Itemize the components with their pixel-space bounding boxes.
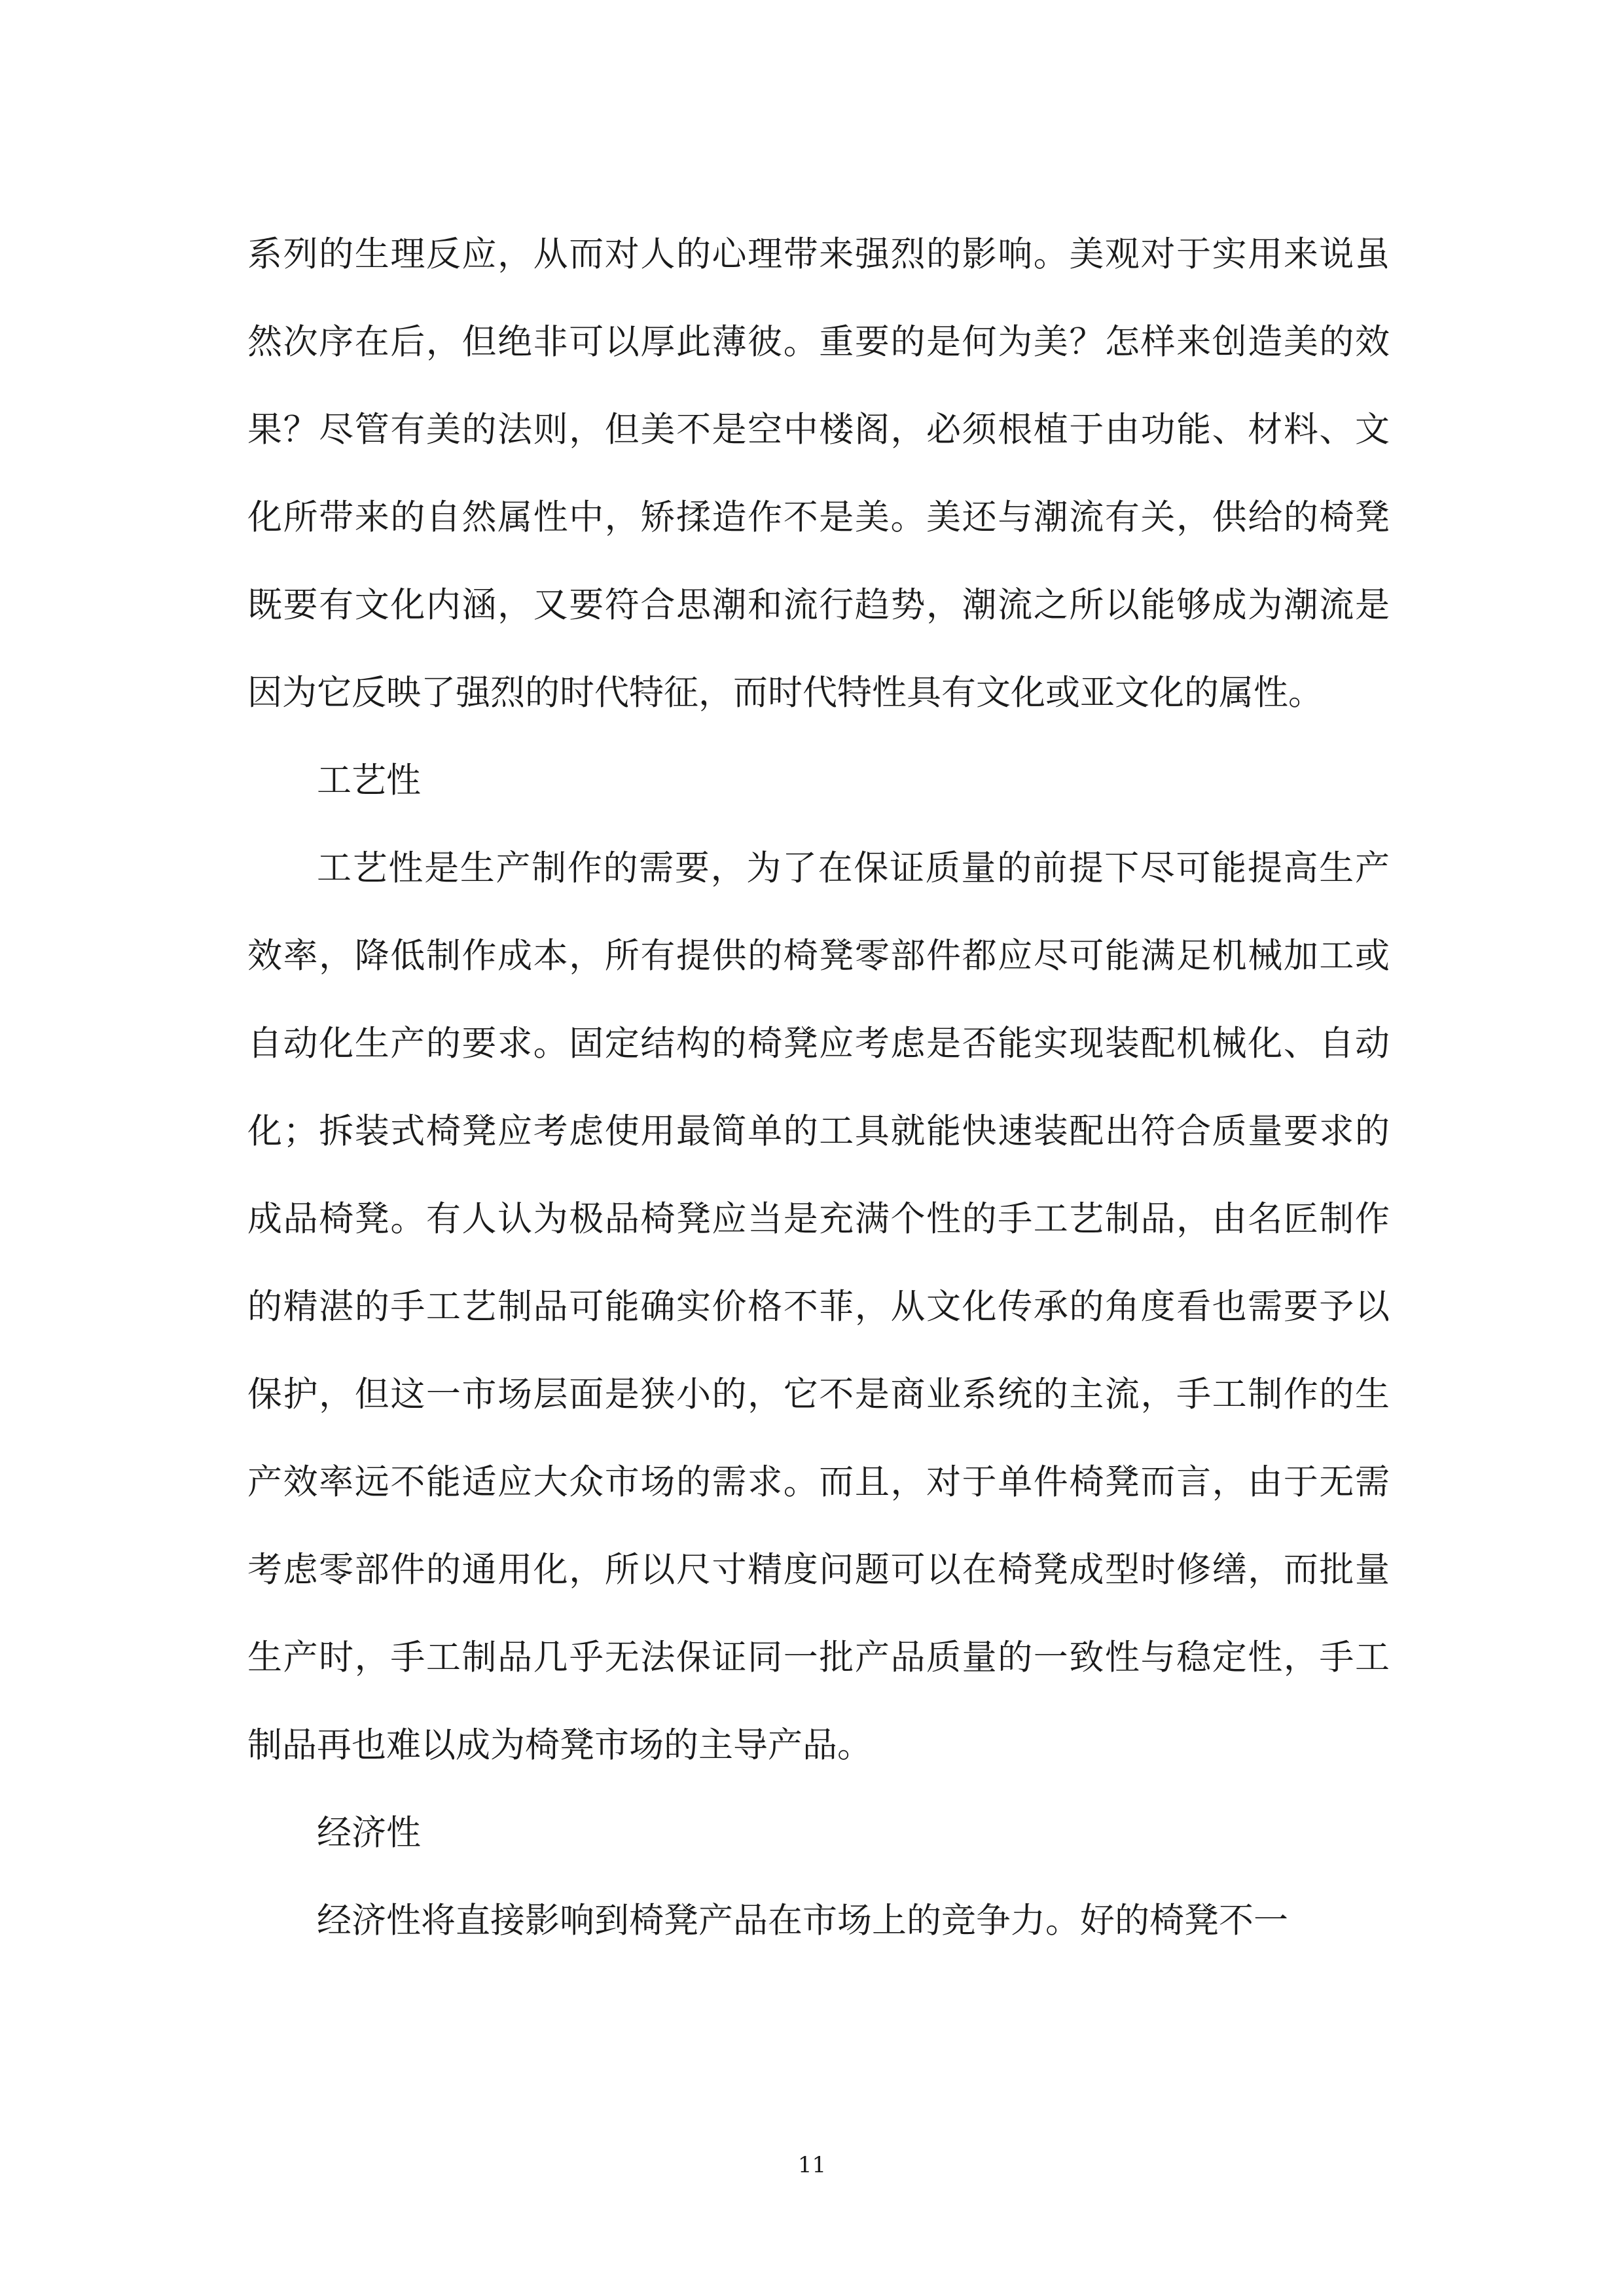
page-number: 11 xyxy=(797,2152,827,2178)
body-text xyxy=(247,211,1390,1965)
paragraph-craftsmanship: 工艺性是生产制作的需要，为了在保证质量的前提下尽可能提高生产效率，降低制作成本，所有提供的椅凳零部件都应尽可能满足机械加工或自动化生产的要求。固定结构的椅凳应考虑是否能实现装配机械化、自动化；拆装式椅凳应考虑使用最简单的工具就能快速装配出符合质量要求的成品椅凳。有人认为极品椅凳应当是充满个性的手工艺制品，由名匠制作的精湛的手工艺制品可能确实价格不菲，从文化传承的角度看也需要予以保护，但这一市场层面是狭小的，它不是商业系统的主流，手工制作的生产效率远不能适应大众市场的需求。而且，对于单件椅凳而言，由于无需考虑零部件的通用化，所以尺寸精度问题可以在椅凳成型时修缮，而批量生产时，手工制品几乎无法保证同一批产品质量的一致性与稳定性，手工制品再也难以成为椅凳市场的主导产品。 xyxy=(247,848,1390,1765)
paragraph-economy: 经济性将直接影响到椅凳产品在市场上的竞争力。好的椅凳不一 xyxy=(317,1901,1288,1941)
paragraph-continuation: 系列的生理反应，从而对人的心理带来强烈的影响。美观对于实用来说虽然次序在后，但绝非可以厚此薄彼。重要的是何为美？怎样来创造美的效果？尽管有美的法则，但美不是空中楼阁，必须根植于由功能、材料、文化所带来的自然属性中，矫揉造作不是美。美还与潮流有关，供给的椅凳既要有文化内涵，又要符合思潮和流行趋势，潮流之所以能够成为潮流是因为它反映了强烈的时代特征，而时代特性具有文化或亚文化的属性。 xyxy=(247,234,1390,713)
section-heading-craftsmanship: 工艺性 xyxy=(317,761,421,800)
section-heading-economy: 经济性 xyxy=(317,1813,421,1853)
